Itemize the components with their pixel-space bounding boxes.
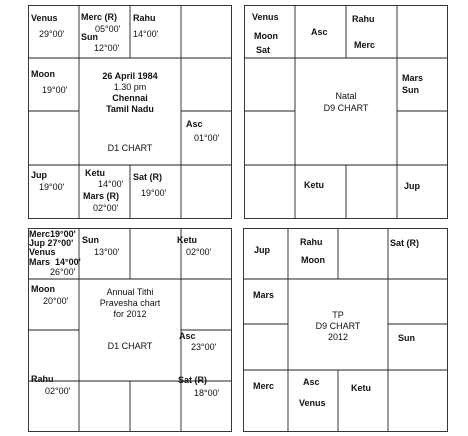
cell-cancer-degree: 23°00' — [191, 342, 217, 352]
center-line3: for 2012 — [113, 309, 147, 319]
tp-d9-chart — [243, 228, 448, 432]
tithi-pravesha-d1-chart — [28, 228, 232, 432]
cell-aries-planet1: Merc (R) — [81, 12, 118, 22]
center-line2: D9 CHART — [323, 103, 369, 113]
cell-pisces-planet1: Venus — [252, 12, 279, 22]
cell-taurus-planet2: Merc — [354, 40, 376, 50]
cell-pisces-degree: 29°00' — [39, 29, 65, 39]
cell-aries-degree: 13°00' — [94, 247, 120, 257]
cell-aries-planet2: Sun — [81, 32, 98, 42]
cell-scorpio-planet: Ketu — [304, 180, 324, 190]
cell-libra-planet: Sat (R) — [133, 172, 162, 182]
center-time: 1.30 pm — [113, 82, 147, 92]
cell-pisces-line2: Jup 27°00' — [29, 238, 74, 248]
center-title: D1 CHART — [107, 341, 153, 351]
cell-gemini-planet: Sat (R) — [390, 238, 419, 248]
cell-scorpio-degree1: 14°00' — [98, 179, 124, 189]
cell-pisces-planet: Venus — [31, 13, 58, 23]
center-title: D1 CHART — [107, 143, 153, 153]
cell-pisces-line4: Mars 14°00' — [29, 257, 81, 267]
center-line1: Annual Tithi — [106, 287, 154, 297]
center-date: 26 April 1984 — [102, 71, 158, 81]
cell-aquarius-planet: Mars — [253, 290, 275, 300]
cell-sagittarius-planet2: Venus — [299, 398, 326, 408]
cell-sagittarius-degree: 19°00' — [39, 182, 65, 192]
cell-virgo-planet: Jup — [404, 181, 421, 191]
cell-taurus-planet: Rahu — [133, 13, 156, 23]
cell-aquarius-planet: Moon — [31, 69, 55, 79]
cell-sagittarius-planet1: Asc — [303, 377, 320, 387]
center-place1: Chennai — [112, 93, 148, 103]
cell-virgo-planet: Sat (R) — [178, 375, 207, 385]
d1-natal-chart — [28, 5, 232, 219]
cell-pisces-planet2: Moon — [254, 31, 278, 41]
cell-taurus-degree: 14°00' — [133, 29, 159, 39]
center-line2: D9 CHART — [315, 321, 361, 331]
cell-scorpio-planet1: Ketu — [85, 168, 105, 178]
center-line1: TP — [332, 310, 344, 320]
cell-cancer-planet2: Sun — [402, 85, 419, 95]
cell-gemini-degree: 02°00' — [186, 247, 212, 257]
cell-aquarius-degree: 19°00' — [42, 85, 68, 95]
cell-cancer-degree: 01°00' — [194, 133, 220, 143]
cell-scorpio-planet: Ketu — [351, 383, 371, 393]
cell-pisces-line1: Merc19°00' — [29, 229, 76, 239]
cell-aries-degree1: 05°00' — [95, 24, 121, 34]
cell-aquarius-degree: 20°00' — [43, 296, 69, 306]
cell-libra-degree: 19°00' — [141, 188, 167, 198]
cell-sagittarius-planet: Jup — [31, 170, 48, 180]
cell-aquarius-planet: Moon — [31, 284, 55, 294]
cell-aries-planet1: Rahu — [300, 237, 323, 247]
cell-pisces-line5: 26°00' — [50, 267, 76, 277]
cell-gemini-planet: Ketu — [177, 235, 197, 245]
cell-capricorn-planet: Rahu — [31, 374, 54, 384]
cell-capricorn-planet: Merc — [253, 381, 275, 391]
center-place2: Tamil Nadu — [106, 104, 154, 114]
cell-capricorn-degree: 02°00' — [45, 386, 71, 396]
center-line1: Natal — [335, 91, 357, 101]
cell-cancer-planet: Asc — [186, 119, 203, 129]
cell-cancer-planet: Asc — [179, 331, 196, 341]
cell-cancer-planet1: Mars — [402, 73, 424, 83]
cell-pisces-line3: Venus — [29, 247, 56, 257]
cell-aries-planet: Asc — [311, 27, 328, 37]
center-line3: 2012 — [327, 332, 349, 342]
cell-aries-planet: Sun — [82, 235, 99, 245]
cell-cancer-planet: Sun — [398, 333, 415, 343]
natal-d9-chart — [244, 5, 448, 219]
center-line2: Pravesha chart — [99, 298, 161, 308]
cell-aries-degree2: 12°00' — [94, 43, 120, 53]
cell-pisces-planet3: Sat — [256, 45, 271, 55]
cell-aries-planet2: Moon — [301, 255, 325, 265]
cell-scorpio-degree2: 02°00' — [93, 203, 119, 213]
cell-virgo-degree: 18°00' — [194, 388, 220, 398]
cell-scorpio-planet2: Mars (R) — [83, 191, 120, 201]
cell-taurus-planet1: Rahu — [352, 14, 375, 24]
cell-pisces-planet: Jup — [254, 245, 271, 255]
